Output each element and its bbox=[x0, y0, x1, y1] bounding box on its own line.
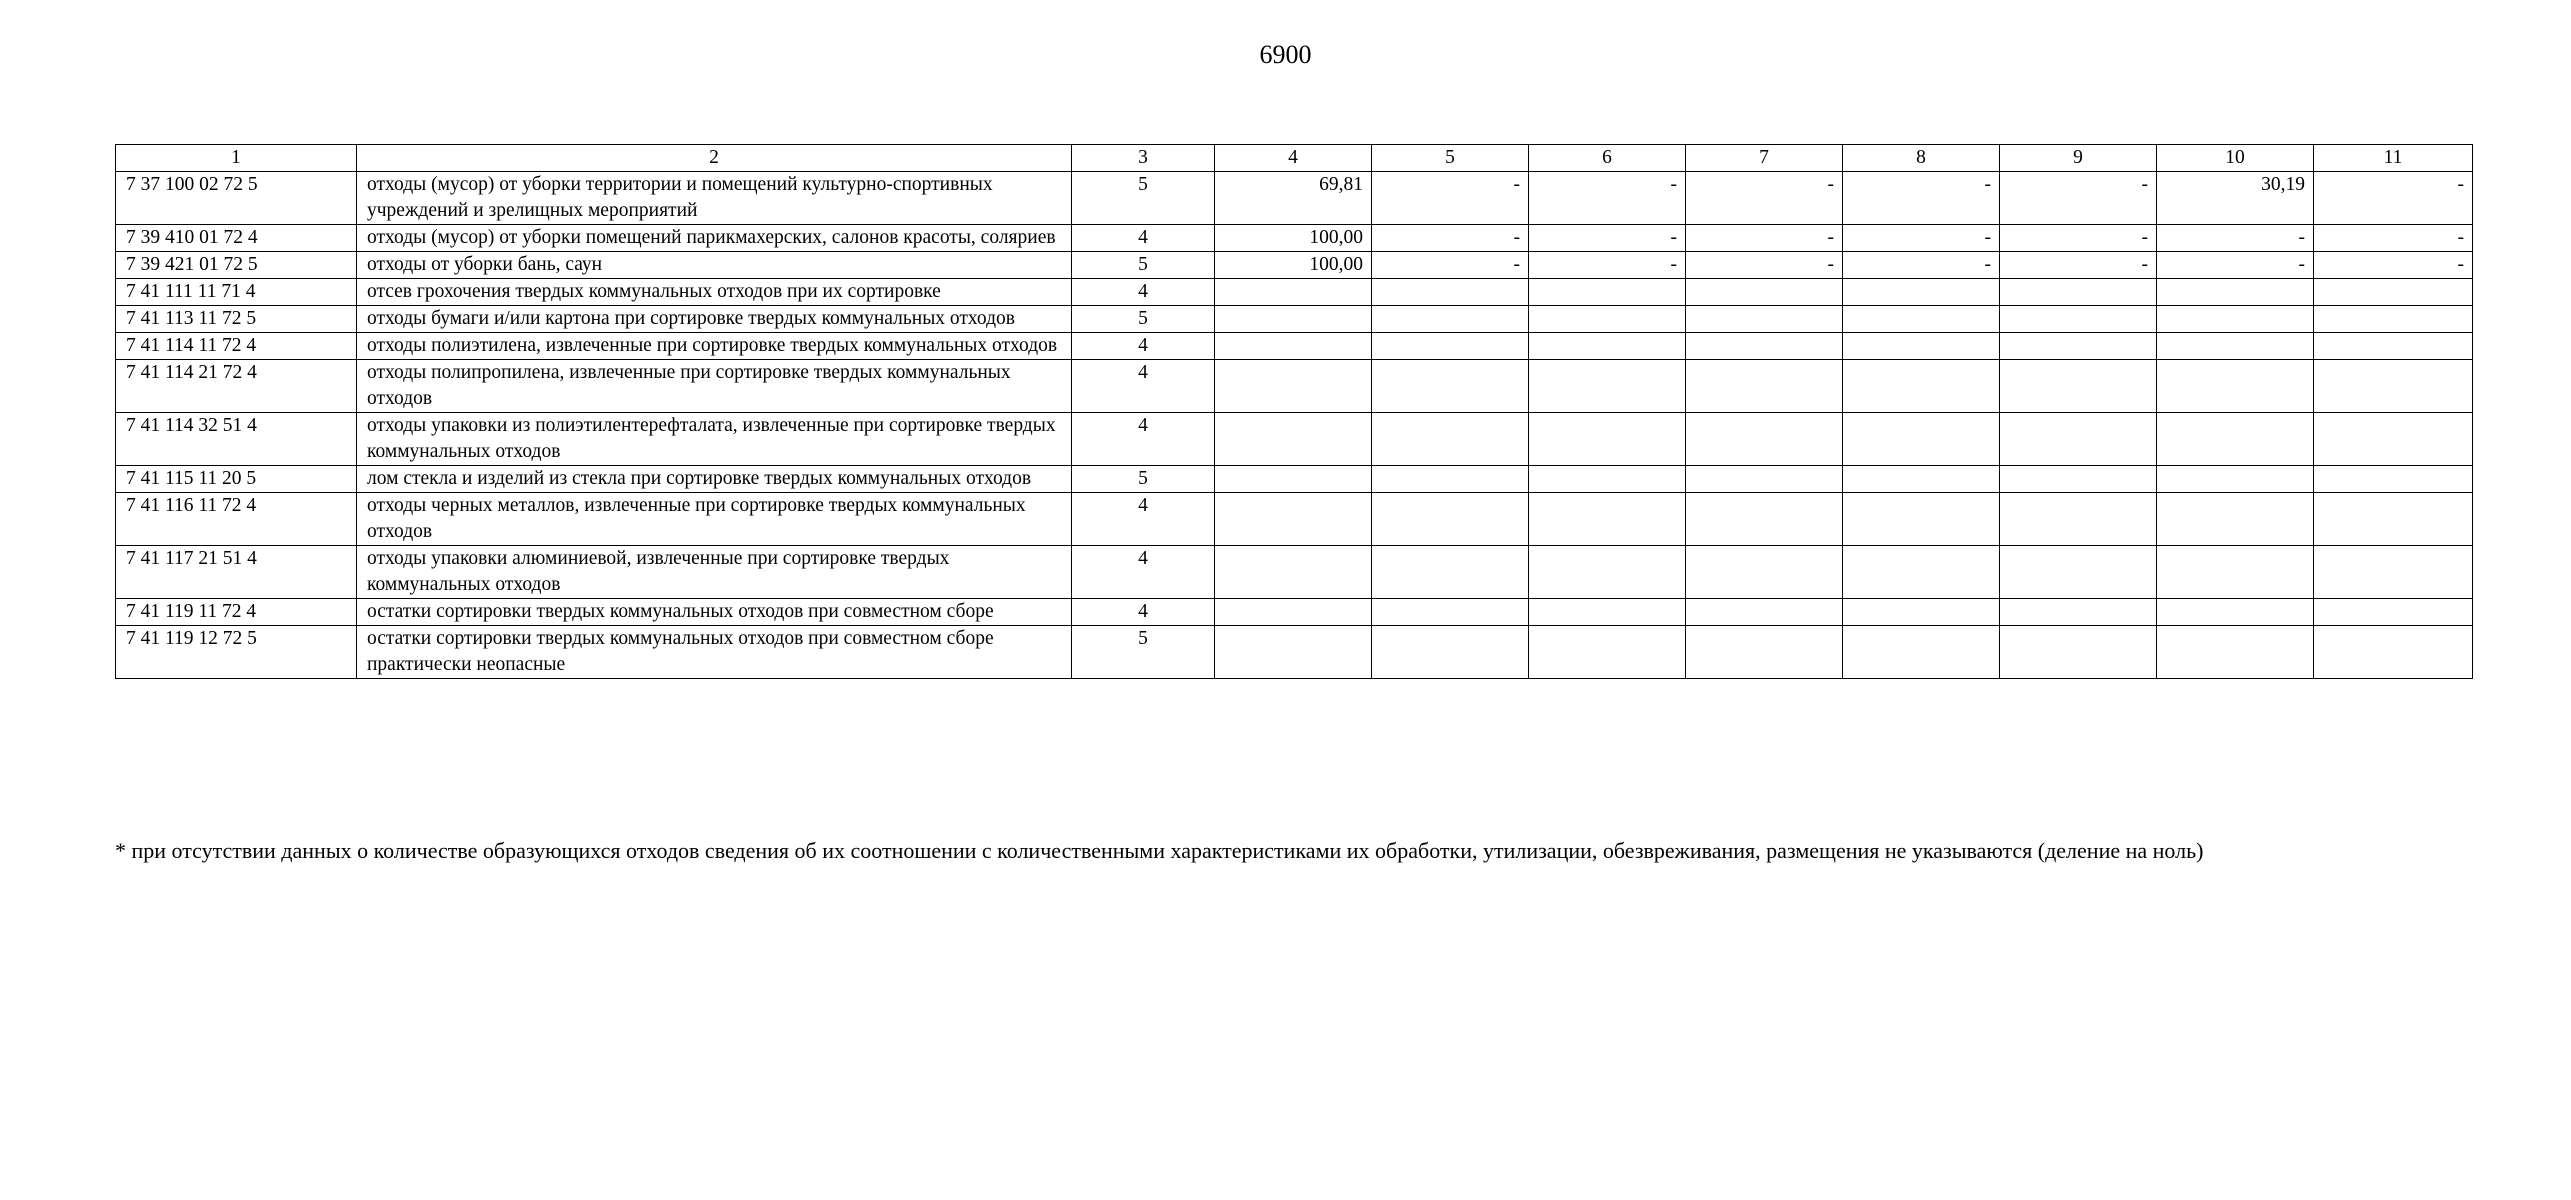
value-cell bbox=[2314, 279, 2473, 306]
value-cell: - bbox=[2314, 172, 2473, 225]
value-cell: - bbox=[1529, 172, 1686, 225]
value-cell bbox=[2000, 279, 2157, 306]
column-header: 6 bbox=[1529, 145, 1686, 172]
column-header: 8 bbox=[1843, 145, 2000, 172]
value-cell bbox=[1372, 599, 1529, 626]
waste-name-cell: лом стекла и изделий из стекла при сортировке твердых коммунальных отходов bbox=[357, 466, 1072, 493]
waste-name-cell: отходы черных металлов, извлеченные при сортировке твердых коммунальных отходов bbox=[357, 493, 1072, 546]
value-cell bbox=[1372, 279, 1529, 306]
waste-code-cell: 7 41 119 11 72 4 bbox=[116, 599, 357, 626]
hazard-class-cell: 4 bbox=[1072, 493, 1215, 546]
waste-name-cell: отсев грохочения твердых коммунальных отходов при их сортировке bbox=[357, 279, 1072, 306]
value-cell bbox=[2157, 413, 2314, 466]
value-cell bbox=[1215, 599, 1372, 626]
table-row bbox=[116, 172, 2473, 225]
value-cell: - bbox=[1529, 225, 1686, 252]
value-cell bbox=[1215, 546, 1372, 599]
hazard-class-cell: 4 bbox=[1072, 360, 1215, 413]
value-cell bbox=[2314, 466, 2473, 493]
value-cell bbox=[1843, 546, 2000, 599]
value-cell bbox=[2000, 333, 2157, 360]
value-cell bbox=[2000, 413, 2157, 466]
waste-name-cell: отходы упаковки из полиэтилентерефталата, извлеченные при сортировке твердых коммунальных отходов bbox=[357, 413, 1072, 466]
value-cell bbox=[1686, 466, 1843, 493]
value-cell bbox=[2314, 333, 2473, 360]
waste-code-cell: 7 41 114 21 72 4 bbox=[116, 360, 357, 413]
hazard-class-cell: 4 bbox=[1072, 279, 1215, 306]
value-cell: - bbox=[1372, 225, 1529, 252]
table-row bbox=[116, 413, 2473, 466]
value-cell bbox=[2157, 493, 2314, 546]
table-row bbox=[116, 306, 2473, 333]
value-cell bbox=[1686, 546, 1843, 599]
value-cell bbox=[1215, 333, 1372, 360]
waste-code-cell: 7 39 421 01 72 5 bbox=[116, 252, 357, 279]
column-header: 7 bbox=[1686, 145, 1843, 172]
value-cell bbox=[1215, 466, 1372, 493]
value-cell bbox=[1843, 466, 2000, 493]
value-cell bbox=[1686, 413, 1843, 466]
value-cell bbox=[1686, 599, 1843, 626]
value-cell bbox=[1215, 279, 1372, 306]
waste-name-cell: отходы упаковки алюминиевой, извлеченные при сортировке твердых коммунальных отходов bbox=[357, 546, 1072, 599]
value-cell: - bbox=[1686, 252, 1843, 279]
value-cell bbox=[1843, 333, 2000, 360]
table-body bbox=[116, 172, 2473, 679]
table-row bbox=[116, 225, 2473, 252]
table-row bbox=[116, 333, 2473, 360]
column-header: 2 bbox=[357, 145, 1072, 172]
waste-code-cell: 7 41 116 11 72 4 bbox=[116, 493, 357, 546]
hazard-class-cell: 5 bbox=[1072, 626, 1215, 679]
waste-code-cell: 7 41 117 21 51 4 bbox=[116, 546, 357, 599]
value-cell: - bbox=[2000, 172, 2157, 225]
column-header: 11 bbox=[2314, 145, 2473, 172]
value-cell bbox=[2000, 360, 2157, 413]
value-cell: 100,00 bbox=[1215, 252, 1372, 279]
value-cell bbox=[1686, 360, 1843, 413]
value-cell bbox=[1843, 279, 2000, 306]
value-cell bbox=[1529, 360, 1686, 413]
hazard-class-cell: 5 bbox=[1072, 306, 1215, 333]
value-cell bbox=[1843, 493, 2000, 546]
value-cell bbox=[2000, 626, 2157, 679]
value-cell bbox=[1215, 360, 1372, 413]
page-number: 6900 bbox=[1259, 40, 1312, 69]
value-cell bbox=[1215, 626, 1372, 679]
footnote: * при отсутствии данных о количестве образующихся отходов сведения об их соотношении с количественными характеристиками их обработки, утилизации, обезвреживания, размещения не указываются (деление на ноль) bbox=[115, 838, 2204, 863]
value-cell bbox=[2157, 279, 2314, 306]
waste-code-cell: 7 39 410 01 72 4 bbox=[116, 225, 357, 252]
value-cell bbox=[1529, 546, 1686, 599]
value-cell bbox=[2157, 360, 2314, 413]
value-cell bbox=[1843, 413, 2000, 466]
value-cell: - bbox=[1686, 225, 1843, 252]
value-cell bbox=[2000, 493, 2157, 546]
column-header: 10 bbox=[2157, 145, 2314, 172]
value-cell: 100,00 bbox=[1215, 225, 1372, 252]
waste-name-cell: отходы полиэтилена, извлеченные при сортировке твердых коммунальных отходов bbox=[357, 333, 1072, 360]
hazard-class-cell: 5 bbox=[1072, 252, 1215, 279]
value-cell bbox=[1372, 413, 1529, 466]
value-cell bbox=[1529, 466, 1686, 493]
value-cell: - bbox=[1843, 225, 2000, 252]
table-row bbox=[116, 360, 2473, 413]
value-cell bbox=[2314, 626, 2473, 679]
table-row bbox=[116, 252, 2473, 279]
value-cell bbox=[1686, 306, 1843, 333]
value-cell bbox=[1529, 493, 1686, 546]
waste-name-cell: отходы бумаги и/или картона при сортировке твердых коммунальных отходов bbox=[357, 306, 1072, 333]
value-cell: - bbox=[2314, 252, 2473, 279]
value-cell bbox=[1529, 306, 1686, 333]
waste-code-cell: 7 41 111 11 71 4 bbox=[116, 279, 357, 306]
value-cell: - bbox=[1686, 172, 1843, 225]
table-row bbox=[116, 466, 2473, 493]
value-cell bbox=[1686, 333, 1843, 360]
value-cell bbox=[1686, 279, 1843, 306]
value-cell: - bbox=[1372, 172, 1529, 225]
column-header: 4 bbox=[1215, 145, 1372, 172]
hazard-class-cell: 5 bbox=[1072, 466, 1215, 493]
value-cell bbox=[1529, 279, 1686, 306]
value-cell bbox=[2157, 333, 2314, 360]
waste-code-cell: 7 37 100 02 72 5 bbox=[116, 172, 357, 225]
value-cell bbox=[1372, 626, 1529, 679]
value-cell: - bbox=[1372, 252, 1529, 279]
value-cell bbox=[1372, 466, 1529, 493]
value-cell bbox=[1686, 493, 1843, 546]
value-cell: - bbox=[1529, 252, 1686, 279]
table-row bbox=[116, 493, 2473, 546]
value-cell bbox=[2314, 360, 2473, 413]
value-cell: - bbox=[1843, 172, 2000, 225]
value-cell: - bbox=[2000, 252, 2157, 279]
value-cell bbox=[2157, 599, 2314, 626]
waste-name-cell: остатки сортировки твердых коммунальных отходов при совместном сборе bbox=[357, 599, 1072, 626]
waste-name-cell: отходы полипропилена, извлеченные при сортировке твердых коммунальных отходов bbox=[357, 360, 1072, 413]
waste-name-cell: отходы от уборки бань, саун bbox=[357, 252, 1072, 279]
waste-code-cell: 7 41 113 11 72 5 bbox=[116, 306, 357, 333]
waste-name-cell: остатки сортировки твердых коммунальных отходов при совместном сборе практически неопасные bbox=[357, 626, 1072, 679]
table-row bbox=[116, 599, 2473, 626]
value-cell bbox=[2314, 413, 2473, 466]
column-header: 9 bbox=[2000, 145, 2157, 172]
value-cell: - bbox=[2157, 225, 2314, 252]
hazard-class-cell: 4 bbox=[1072, 413, 1215, 466]
value-cell bbox=[1215, 306, 1372, 333]
value-cell bbox=[1843, 306, 2000, 333]
value-cell bbox=[2314, 599, 2473, 626]
hazard-class-cell: 4 bbox=[1072, 225, 1215, 252]
column-header: 3 bbox=[1072, 145, 1215, 172]
value-cell bbox=[2000, 306, 2157, 333]
value-cell bbox=[2314, 493, 2473, 546]
value-cell: - bbox=[2157, 252, 2314, 279]
waste-code-cell: 7 41 114 11 72 4 bbox=[116, 333, 357, 360]
column-header: 1 bbox=[116, 145, 357, 172]
value-cell bbox=[2000, 466, 2157, 493]
value-cell bbox=[2000, 546, 2157, 599]
value-cell: - bbox=[2000, 225, 2157, 252]
value-cell bbox=[1215, 493, 1372, 546]
column-header: 5 bbox=[1372, 145, 1529, 172]
hazard-class-cell: 4 bbox=[1072, 599, 1215, 626]
value-cell bbox=[2157, 466, 2314, 493]
value-cell bbox=[1529, 599, 1686, 626]
value-cell bbox=[2157, 546, 2314, 599]
hazard-class-cell: 4 bbox=[1072, 546, 1215, 599]
table-header-row bbox=[116, 145, 2473, 172]
table-row bbox=[116, 626, 2473, 679]
value-cell bbox=[1529, 333, 1686, 360]
table-row bbox=[116, 546, 2473, 599]
value-cell bbox=[2000, 599, 2157, 626]
hazard-class-cell: 5 bbox=[1072, 172, 1215, 225]
hazard-class-cell: 4 bbox=[1072, 333, 1215, 360]
value-cell bbox=[1372, 333, 1529, 360]
waste-code-cell: 7 41 114 32 51 4 bbox=[116, 413, 357, 466]
table-row bbox=[116, 279, 2473, 306]
waste-code-cell: 7 41 119 12 72 5 bbox=[116, 626, 357, 679]
value-cell bbox=[1372, 360, 1529, 413]
waste-name-cell: отходы (мусор) от уборки территории и помещений культурно-спортивных учреждений и зрелищных мероприятий bbox=[357, 172, 1072, 225]
waste-name-cell: отходы (мусор) от уборки помещений парикмахерских, салонов красоты, соляриев bbox=[357, 225, 1072, 252]
value-cell bbox=[1529, 413, 1686, 466]
value-cell bbox=[1843, 626, 2000, 679]
value-cell bbox=[2314, 546, 2473, 599]
value-cell bbox=[1372, 306, 1529, 333]
value-cell: - bbox=[2314, 225, 2473, 252]
value-cell bbox=[2157, 626, 2314, 679]
waste-data-table bbox=[115, 144, 2473, 679]
value-cell bbox=[2314, 306, 2473, 333]
value-cell bbox=[1372, 546, 1529, 599]
value-cell bbox=[1686, 626, 1843, 679]
value-cell bbox=[2157, 306, 2314, 333]
value-cell: 30,19 bbox=[2157, 172, 2314, 225]
value-cell bbox=[1529, 626, 1686, 679]
value-cell: 69,81 bbox=[1215, 172, 1372, 225]
value-cell bbox=[1215, 413, 1372, 466]
value-cell bbox=[1843, 599, 2000, 626]
waste-code-cell: 7 41 115 11 20 5 bbox=[116, 466, 357, 493]
value-cell bbox=[1372, 493, 1529, 546]
value-cell bbox=[1843, 360, 2000, 413]
value-cell: - bbox=[1843, 252, 2000, 279]
